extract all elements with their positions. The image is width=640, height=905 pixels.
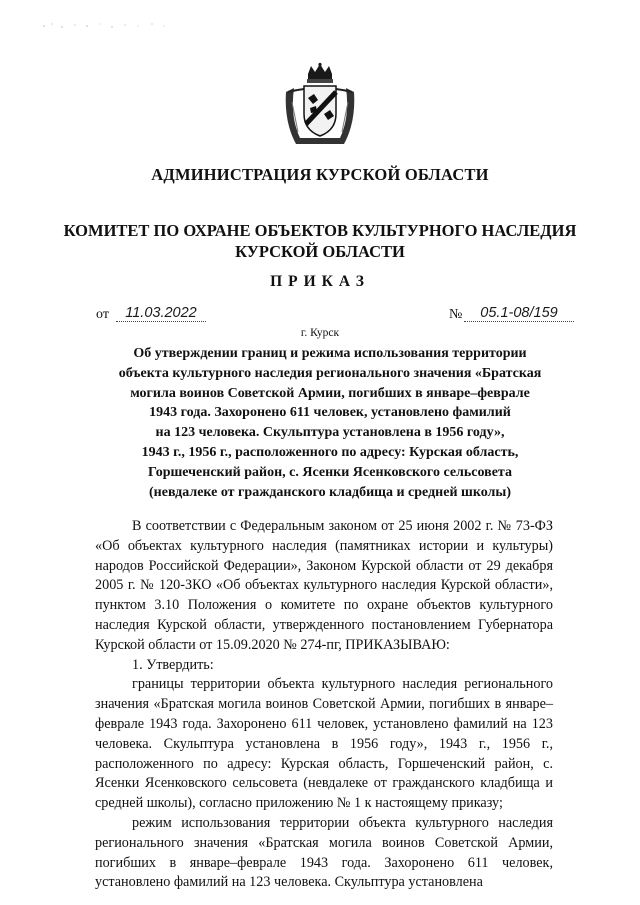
order-item-1: 1. Утвердить: xyxy=(132,656,214,673)
order-date-handwritten: 11.03.2022 xyxy=(116,305,206,322)
committee-heading xyxy=(0,220,640,262)
preamble-paragraph: В соответствии с Федеральным законом от 25 июня 2002 г. № 73-ФЗ «Об объектах культурного наследия (памятниках истории и культуры) народов Российской Федерации», Законом Курской области от 29 декабря 2005 г. № 120-ЗКО «Об объектах культурного наследия Курской области», пунктом 3.10 Положения о комитете по охране объектов культурного наследия Курской области, утвержденного постановлением Губернатора Курской области от 15.09.2020 № 274-пг, ПРИКАЗЫВАЮ: xyxy=(95,518,553,653)
scan-noise-marks xyxy=(40,18,170,32)
date-prefix: от xyxy=(96,307,109,322)
subject-line: могила воинов Советской Армии, погибших в январе–феврале xyxy=(130,385,530,401)
subject-line: объекта культурного наследия регионального значения «Братская xyxy=(118,365,542,381)
boundaries-paragraph: границы территории объекта культурного наследия регионального значения «Братская могила воинов Советской Армии, погибших в январе–феврале 1943 года. Захоронено 611 человек, установлено фамилий на 123 человека. Скульптура установлена в 1956 году», 1943 г., 1956 г., расположенного по адресу: Курская область, Горшеченский район, с. Ясенки Ясенковского сельсовета (невдалеке от гражданского кладбища и средней школы), согласно приложению № 1 к настоящему приказу; xyxy=(95,676,553,812)
subject-line: Об утверждении границ и режима использования территории xyxy=(133,346,527,361)
order-body xyxy=(95,517,553,893)
subject-line: 1943 г., 1956 г., расположенного по адресу: Курская область, xyxy=(141,444,519,460)
subject-line: (невдалеке от гражданского кладбища и средней школы) xyxy=(149,484,511,500)
subject-line: Горшеченский район, с. Ясенки Ясенковского сельсовета xyxy=(148,464,512,480)
number-prefix: № xyxy=(449,307,463,322)
document-type-title: ПРИКАЗ xyxy=(270,273,370,290)
administration-heading: АДМИНИСТРАЦИЯ КУРСКОЙ ОБЛАСТИ xyxy=(151,165,489,184)
committee-heading-line: КУРСКОЙ ОБЛАСТИ xyxy=(235,242,405,261)
usage-regime-paragraph: режим использования территории объекта культурного наследия регионального значения «Братская могила воинов Советской Армии, погибших в январе–феврале 1943 года. Захоронено 611 человек, установлено фамилий на 123 человека. Скульптура установлена xyxy=(95,814,553,891)
kursk-region-coat-of-arms-icon xyxy=(280,62,360,152)
subject-line: 1943 года. Захоронено 611 человек, установлено фамилий xyxy=(149,405,511,421)
order-subject xyxy=(118,344,542,502)
committee-heading-line: КОМИТЕТ ПО ОХРАНЕ ОБЪЕКТОВ КУЛЬТУРНОГО НАСЛЕДИЯ xyxy=(63,221,577,240)
order-number-handwritten: 05.1-08/159 xyxy=(464,305,574,322)
subject-line: на 123 человека. Скульптура установлена в 1956 году», xyxy=(155,425,505,441)
city-label: г. Курск xyxy=(300,327,340,339)
